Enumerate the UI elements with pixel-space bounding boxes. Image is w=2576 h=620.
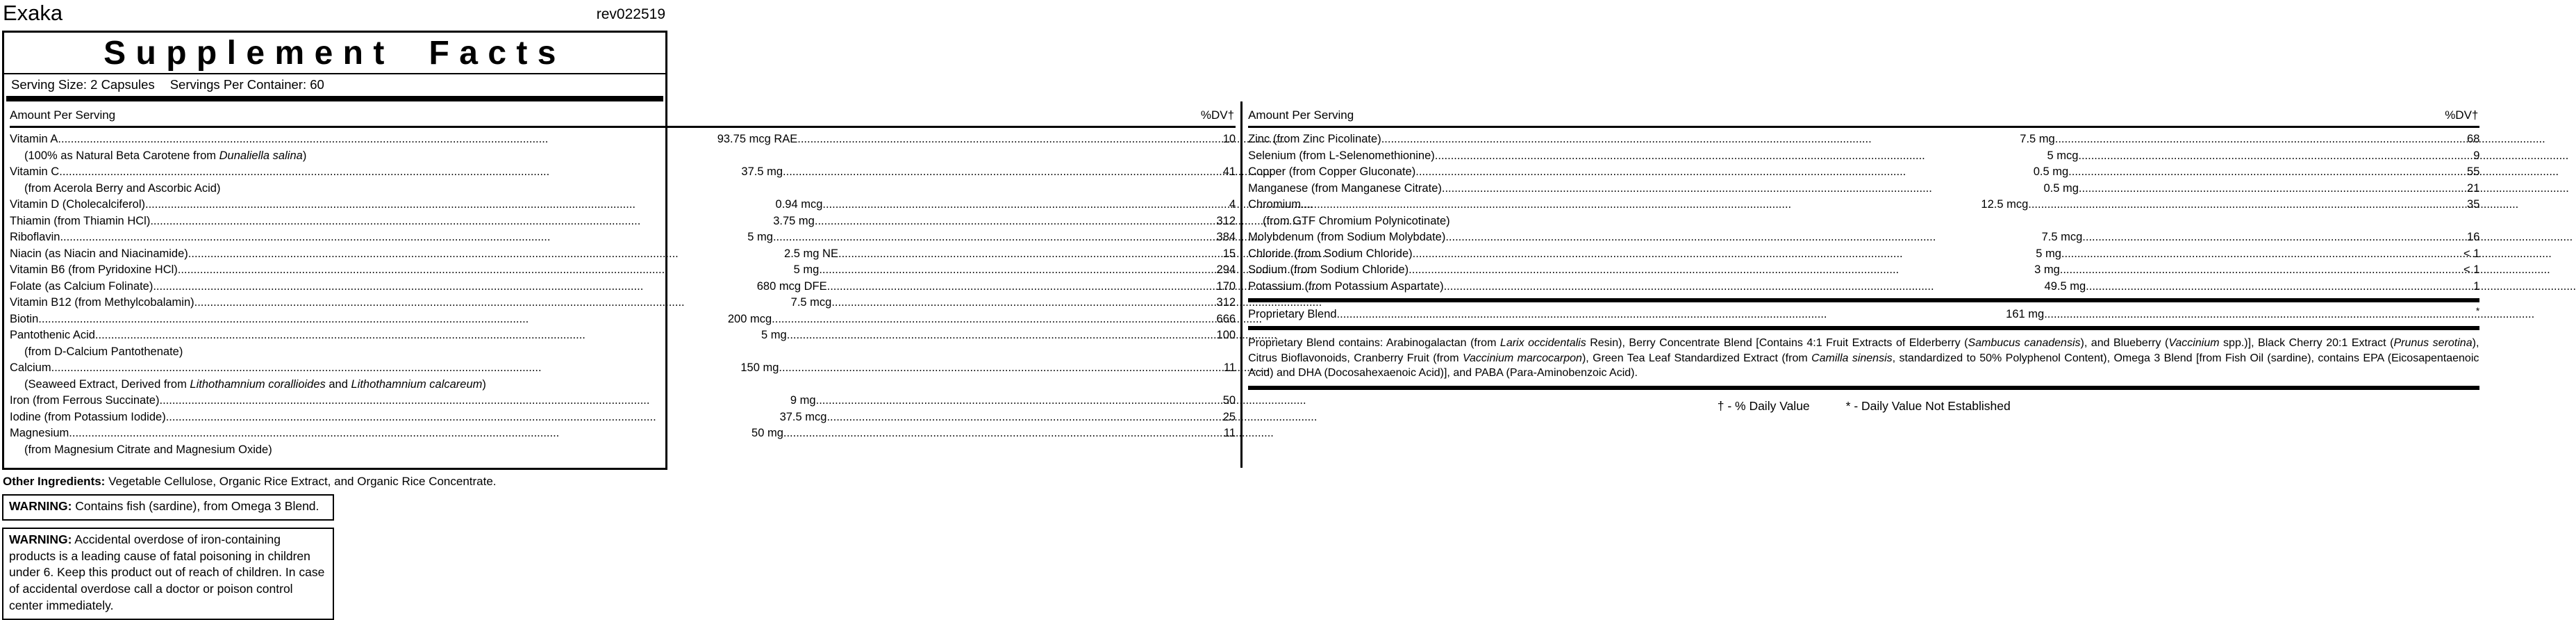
other-ingredients-text: Vegetable Cellulose, Organic Rice Extract, and Organic Rice Concentrate. [105,475,497,488]
nutrient-dv: 11 [1223,427,1236,439]
nutrient-amount: 93.75 mcg RAE [717,133,798,145]
nutrient-dv: 68 [2467,133,2480,145]
dot-leader [1415,164,2033,178]
nutrient-name: Copper (from Copper Gluconate) [1248,165,1416,178]
other-ingredients [3,475,667,489]
nutrient-dv: 21 [2467,181,2480,195]
nutrient-amount: 7.5 mcg [790,296,832,309]
dot-leader [797,131,1222,145]
proprietary-bottom-bar [1248,326,2479,330]
dot-leader [831,295,1216,309]
dot-leader [773,229,1217,243]
nutrient-name: Selenium (from L-Selenomethionine) [1248,149,1435,162]
nutrient-name: Vitamin A [10,133,58,145]
nutrient-dv: 35 [2467,198,2480,211]
dot-leader [2060,262,2463,276]
text-segment: (from D-Calcium Pantothenate) [24,345,183,358]
revision-code: rev022519 [596,6,665,22]
dot-leader [779,360,1224,374]
proprietary-row-container [1248,306,2479,323]
other-ingredients-label: Other Ingredients: [3,475,106,488]
warning-text: Accidental overdose of iron-containing products is a leading cause of fatal poisoning in children under 6. Keep this product out of reach of children. In case of accidental overdose call a doctor or poison control center immediately. [9,532,325,612]
nutrient-name: Potassium (from Potassium Aspartate) [1248,279,1444,293]
nutrient-name: Proprietary Blend [1248,308,1337,320]
dot-leader [1337,306,2006,320]
dot-leader [787,327,1217,341]
nutrient-amount: 680 mcg DFE [756,279,827,293]
nutrient-amount: 150 mg [740,361,779,374]
nutrient-name: Sodium (from Sodium Chloride) [1248,263,1409,276]
nutrient-row [1248,197,2479,213]
nutrient-dv: 16 [2467,231,2480,243]
nutrient-amount: 3.75 mg [773,214,815,227]
dot-leader [2079,181,2467,195]
dot-leader [827,279,1217,293]
nutrient-name: Molybdenum (from Sodium Molybdate) [1248,231,1446,243]
nutrient-dv: 25 [1222,410,1236,423]
nutrient-name: Biotin [10,312,39,325]
nutrient-amount: 49.5 mg [2044,279,2086,293]
text-segment: (100% as Natural Beta Carotene from [24,149,219,162]
nutrient-name: Pantothenic Acid [10,329,95,341]
species-name: Prunus serotina [2393,337,2473,349]
dot-leader [145,197,776,211]
dot-leader [826,409,1222,423]
right-column-header [1248,104,2479,128]
panel-title: Supplement Facts [103,35,566,72]
dot-leader [69,425,751,439]
dot-leader [1442,181,2044,195]
serving-size: Serving Size: 2 Capsules [11,77,155,92]
nutrient-row [10,360,1236,377]
warning-text: Contains fish (sardine), from Omega 3 Blend. [72,499,319,513]
nutrient-row [10,262,1236,279]
dv-header-label: %DV† [2445,108,2479,122]
dot-leader [188,246,784,260]
dot-leader [838,246,1223,260]
nutrient-name: Chromium [1248,198,1302,211]
nutrient-subline [10,442,1236,459]
text-segment: (from Magnesium Citrate and Magnesium Oxide) [24,443,272,456]
dot-leader [815,213,1217,227]
nutrient-row [10,213,1236,230]
nutrient-amount: 0.94 mcg [775,198,823,211]
nutrient-row [1248,229,2479,246]
dot-leader [2068,164,2467,178]
nutrient-row [10,279,1236,295]
nutrient-name: Niacin (as Niacin and Niacinamide) [10,247,188,260]
nutrient-dv: 41 [1222,165,1236,178]
serving-info [4,74,665,96]
text-segment: (Seaweed Extract, Derived from [24,377,190,391]
nutrient-amount: 37.5 mcg [779,410,827,423]
nutrient-name: Vitamin D (Cholecalciferol) [10,198,146,211]
nutrient-dv: < 1 [2463,263,2480,276]
nutrient-name: Zinc (from Zinc Picolinate) [1248,133,1381,145]
nutrient-row [10,229,1236,246]
dot-leader [772,311,1216,325]
nutrient-name: Iron (from Ferrous Succinate) [10,394,160,407]
text-segment: ), and Blueberry ( [2080,337,2169,349]
servings-per-container: Servings Per Container: 60 [169,77,324,92]
nutrient-amount: 37.5 mg [741,165,783,178]
nutrient-table-left [10,128,1236,458]
text-segment: ), Citrus Bioflavonoids, Cranberry Fruit (from [1248,337,2479,364]
supplement-facts-panel [2,31,2480,470]
nutrient-dv: 312 [1216,296,1236,309]
species-name: Vaccinium marcocarpon [1462,352,1582,364]
nutrient-row [10,393,1236,409]
dot-leader [819,262,1216,276]
text-segment: spp.)], Black Cherry 20:1 Extract ( [2219,337,2394,349]
footnote-bar [1248,386,2479,390]
species-name: Dunaliella salina [219,149,303,162]
nutrient-name: Folate (as Calcium Folinate) [10,279,153,293]
nutrient-amount: 200 mcg [727,312,772,325]
nutrient-row [10,327,1236,344]
species-name: Lithothamnium calcareum [351,377,483,391]
amount-per-serving-label: Amount Per Serving [1248,108,1354,122]
dot-leader [38,311,728,325]
nutrient-table-right [1248,128,2479,295]
footnote-daily-value: † - % Daily Value [1717,398,1810,413]
nutrient-amount: 7.5 mg [2020,133,2055,145]
nutrient-dv: 11 [1223,361,1236,374]
dot-leader [1409,262,2034,276]
species-name: Camilla sinensis [1811,352,1893,364]
text-segment: ) [302,149,307,162]
dot-leader [2055,131,2467,145]
dot-leader [2061,246,2463,260]
dot-leader [1381,131,2020,145]
nutrient-columns [4,101,2480,468]
left-column-header [10,104,1236,128]
dot-leader [1445,229,2041,243]
nutrient-row [10,197,1236,213]
dv-header-label: %DV† [1200,108,1235,122]
text-segment: , standardized to 50% Polyphenol Content), Omega 3 Blend [from Fish Oil (sardine), contains EPA (Eicosapentaenoic Acid) and DHA (Docosahexaenoic Acid)], and PABA (Para-Aminobenzoic Acid). [1248,352,2479,380]
dot-leader [2082,229,2467,243]
nutrient-row [1248,279,2479,295]
nutrient-name: Magnesium [10,427,69,439]
nutrient-dv: 10 [1222,133,1236,145]
nutrient-name: Manganese (from Manganese Citrate) [1248,181,1442,195]
dot-leader [2086,279,2473,293]
proprietary-top-bar [1248,298,2479,302]
nutrient-row [10,425,1236,442]
dot-leader [2044,306,2476,320]
nutrient-row [1248,181,2479,197]
amount-per-serving-label: Amount Per Serving [10,108,116,122]
dot-leader [51,360,741,374]
header-thick-bar [6,96,663,101]
nutrient-amount: 5 mcg [2047,149,2079,162]
nutrient-row [1248,262,2479,279]
nutrient-row [1248,246,2479,263]
nutrient-name: Vitamin B6 (from Pyridoxine HCl) [10,263,178,276]
brand-name: Exaka [3,1,63,25]
nutrient-dv: 100 [1216,329,1236,341]
dot-leader [783,425,1224,439]
nutrient-dv: 666 [1216,312,1236,325]
nutrient-amount: 50 mg [751,427,783,439]
species-name: Vaccinium [2168,337,2220,349]
nutrient-subline [1248,213,2479,230]
footnote [1248,393,2479,420]
footnote-not-established: * - Daily Value Not Established [1845,398,2011,413]
text-segment: and [325,377,351,391]
nutrient-subline [10,148,1236,165]
nutrient-amount: 12.5 mcg [1981,198,2029,211]
text-segment: (from GTF Chromium Polynicotinate) [1263,214,1450,227]
dot-leader [95,327,761,341]
species-name: Lithothamnium corallioides [190,377,326,391]
nutrient-dv: 384 [1216,231,1236,243]
warning-box-iron [2,528,334,620]
nutrient-row [10,295,1236,311]
nutrient-amount: 0.5 mg [2033,165,2069,178]
nutrient-name: Chloride (from Sodium Chloride) [1248,247,1413,260]
nutrient-row [10,409,1236,426]
dot-leader [822,197,1229,211]
nutrient-row [1248,164,2479,181]
nutrient-name: Vitamin B12 (from Methylcobalamin) [10,296,194,309]
dot-leader [178,262,794,276]
nutrient-dv: < 1 [2463,247,2480,260]
nutrient-amount: 5 mg [793,263,820,276]
dot-leader [1444,279,2045,293]
nutrient-amount: 9 mg [790,394,816,407]
species-name: Sambucus canadensis [1968,337,2081,349]
right-column [1243,101,2484,468]
nutrient-amount: 2.5 mg NE [784,247,838,260]
dot-leader [2028,197,2467,211]
dot-leader [783,164,1223,178]
nutrient-amount: 5 mg [2036,247,2061,260]
nutrient-dv: 4 [1229,198,1236,211]
nutrient-row [1248,131,2479,148]
nutrient-row [10,131,1236,148]
nutrient-row [1248,148,2479,165]
dot-leader [2078,148,2473,162]
nutrient-name: Vitamin C [10,165,60,178]
nutrient-subline [10,344,1236,361]
nutrient-row [10,246,1236,263]
nutrient-name: Thiamin (from Thiamin HCl) [10,214,151,227]
dot-leader [153,279,756,293]
text-segment: ) [482,377,486,391]
dot-leader [816,393,1223,407]
dot-leader [58,131,717,145]
nutrient-amount: 161 mg [2006,308,2045,320]
nutrient-dv: 9 [2473,149,2480,162]
blend-paragraph [1248,334,2479,382]
dot-leader [194,295,791,309]
nutrient-dv: 55 [2467,165,2480,178]
species-name: Larix occidentalis [1499,337,1586,349]
nutrient-row [1248,306,2479,323]
warning-label: WARNING: [9,499,72,513]
dot-leader [1435,148,2047,162]
dot-leader [1301,197,1981,211]
nutrient-dv: 50 [1222,394,1236,407]
nutrient-amount: 7.5 mcg [2041,231,2083,243]
top-bar [0,0,670,31]
dot-leader [150,213,773,227]
dot-leader [159,393,790,407]
nutrient-subline [10,181,1236,197]
nutrient-subline [10,377,1236,393]
nutrient-amount: 0.5 mg [2043,181,2079,195]
nutrient-dv: 15 [1222,247,1236,260]
nutrient-name: Calcium [10,361,51,374]
nutrient-row [10,164,1236,181]
warning-box-fish [2,494,334,521]
nutrient-dv: 294 [1216,263,1236,276]
nutrient-dv: * [2475,305,2480,316]
text-segment: (from Acerola Berry and Ascorbic Acid) [24,181,221,195]
dot-leader [1413,246,2036,260]
dot-leader [59,164,741,178]
nutrient-dv: 312 [1216,214,1236,227]
nutrient-row [10,311,1236,328]
nutrient-dv: 170 [1216,279,1236,293]
text-segment: Proprietary Blend contains: Arabinogalactan (from [1248,337,1500,349]
nutrient-amount: 5 mg [761,329,787,341]
warning-label: WARNING: [9,532,72,546]
text-segment: Resin), Berry Concentrate Blend [Contains 4:1 Fruit Extracts of Elderberry ( [1586,337,1968,349]
nutrient-name: Iodine (from Potassium Iodide) [10,410,166,423]
text-segment: ), Green Tea Leaf Standardized Extract (from [1581,352,1812,364]
dot-leader [60,229,747,243]
left-column [4,101,1240,468]
nutrient-dv: 1 [2473,279,2480,293]
nutrient-amount: 3 mg [2034,263,2060,276]
nutrient-amount: 5 mg [747,231,773,243]
dot-leader [166,409,780,423]
nutrient-name: Riboflavin [10,231,60,243]
